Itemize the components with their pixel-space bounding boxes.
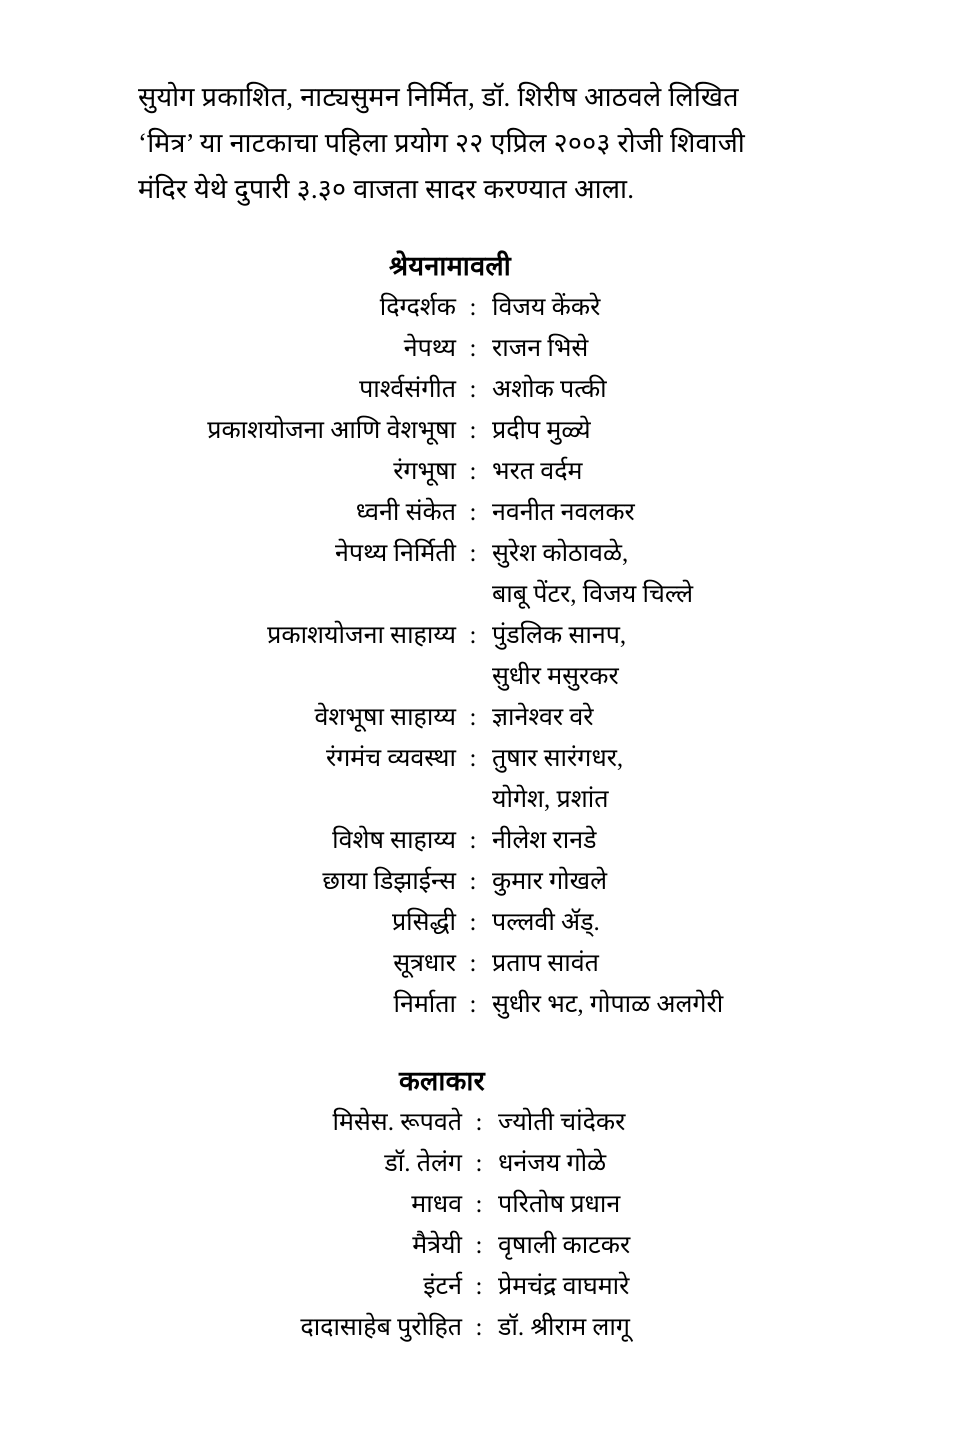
credit-name: सुधीर भट, गोपाळ अलगेरी	[492, 991, 724, 1018]
credit-name: नीलेश रानडे	[492, 827, 597, 854]
credit-role: मिसेस. रूपवते	[332, 1109, 462, 1136]
credit-separator: :	[469, 991, 477, 1018]
credit-name: भरत वर्दम	[492, 458, 583, 485]
credit-separator: :	[475, 1150, 483, 1177]
credit-name: राजन भिसे	[492, 335, 589, 362]
credit-role: वेशभूषा साहाय्य	[314, 704, 456, 731]
credit-separator: :	[469, 622, 477, 649]
credit-row	[100, 287, 860, 328]
credit-row	[100, 1266, 860, 1307]
intro-line-3: मंदिर येथे दुपारी ३.३० वाजता सादर करण्यात आला.	[138, 174, 635, 204]
credit-separator: :	[475, 1314, 483, 1341]
credit-name-line-2: बाबू पेंटर, विजय चिल्ले	[492, 581, 694, 608]
credit-row	[100, 451, 860, 492]
credit-role: प्रकाशयोजना साहाय्य	[267, 622, 456, 649]
credit-name	[480, 533, 693, 615]
credit-row	[100, 861, 860, 902]
intro-line-1: सुयोग प्रकाशित, नाट्यसुमन निर्मित, डॉ. शिरीष आठवले लिखित	[138, 82, 739, 112]
credit-name	[480, 615, 626, 697]
intro-paragraph	[138, 74, 860, 212]
credit-row	[100, 533, 860, 615]
credit-row	[100, 1143, 860, 1184]
credit-row	[100, 410, 860, 451]
credit-role: निर्माता	[393, 991, 456, 1018]
credit-name: धनंजय गोळे	[498, 1150, 607, 1177]
credit-separator: :	[475, 1273, 483, 1300]
crew-credits-list	[100, 287, 860, 1025]
credit-role: रंगमंच व्यवस्था	[325, 745, 456, 772]
credit-row	[100, 902, 860, 943]
cast-credits-list	[100, 1102, 860, 1348]
credit-name: प्रदीप मुळ्ये	[492, 417, 591, 444]
credit-row	[100, 492, 860, 533]
credit-separator: :	[475, 1232, 483, 1259]
credit-role: प्रसिद्धी	[391, 909, 456, 936]
credit-name: अशोक पत्की	[492, 376, 607, 403]
credit-name-line-2: योगेश, प्रशांत	[492, 786, 609, 813]
credit-separator: :	[469, 499, 477, 526]
credit-separator: :	[469, 335, 477, 362]
credit-role: दिग्दर्शक	[379, 294, 456, 321]
credit-separator: :	[469, 417, 477, 444]
credit-role: नेपथ्य निर्मिती	[335, 540, 456, 567]
credit-name-line-1: सुरेश कोठावळे,	[492, 540, 629, 567]
credit-row	[100, 328, 860, 369]
credit-row	[100, 984, 860, 1025]
credit-name: कुमार गोखले	[492, 868, 608, 895]
credit-role: विशेष साहाय्य	[332, 827, 456, 854]
credit-name: वृषाली काटकर	[498, 1232, 631, 1259]
credit-role: पार्श्वसंगीत	[359, 376, 456, 403]
credit-separator: :	[475, 1191, 483, 1218]
credit-row	[100, 943, 860, 984]
credit-row	[100, 1225, 860, 1266]
cast-section-title: कलाकार	[398, 1066, 485, 1096]
credit-role: रंगभूषा	[393, 458, 456, 485]
credit-name: ज्योती चांदेकर	[498, 1109, 626, 1136]
credit-row	[100, 820, 860, 861]
credit-row	[100, 1184, 860, 1225]
credit-name: विजय केंकरे	[492, 294, 601, 321]
credit-name-line-2: सुधीर मसुरकर	[492, 663, 619, 690]
credit-role: प्रकाशयोजना आणि वेशभूषा	[207, 417, 456, 444]
credit-row	[100, 369, 860, 410]
credit-role: माधव	[411, 1191, 462, 1218]
credit-row	[100, 615, 860, 697]
credit-name: पल्लवी ॲड्.	[492, 909, 600, 936]
credit-separator: :	[469, 827, 477, 854]
credit-role: छाया डिझाईन्स	[322, 868, 456, 895]
credit-separator: :	[469, 458, 477, 485]
credit-name	[480, 738, 623, 820]
credit-name-line-1: पुंडलिक सानप,	[492, 622, 627, 649]
credit-name: डॉ. श्रीराम लागू	[498, 1314, 630, 1341]
credit-separator: :	[469, 294, 477, 321]
credit-separator: :	[469, 704, 477, 731]
credit-name: परितोष प्रधान	[498, 1191, 621, 1218]
credit-name: प्रेमचंद्र वाघमारे	[498, 1273, 630, 1300]
credit-separator: :	[469, 909, 477, 936]
credit-name-line-1: तुषार सारंगधर,	[492, 745, 624, 772]
credit-role: मैत्रेयी	[412, 1232, 462, 1259]
credit-row	[100, 1307, 860, 1348]
credit-separator: :	[469, 540, 477, 567]
credit-name: ज्ञानेश्वर वरे	[492, 704, 594, 731]
credit-separator: :	[469, 745, 477, 772]
credit-separator: :	[469, 868, 477, 895]
credit-row	[100, 697, 860, 738]
credit-role: दादासाहेब पुरोहित	[300, 1314, 462, 1341]
credit-name: नवनीत नवलकर	[492, 499, 635, 526]
credit-row	[100, 1102, 860, 1143]
credit-role: नेपथ्य	[403, 335, 456, 362]
intro-line-2: ‘मित्र’ या नाटकाचा पहिला प्रयोग २२ एप्रिल २००३ रोजी शिवाजी	[138, 128, 745, 158]
crew-section-title: श्रेयनामावली	[388, 251, 511, 281]
credit-role: इंटर्न	[423, 1273, 462, 1300]
credit-name: प्रताप सावंत	[492, 950, 599, 977]
credit-role: सूत्रधार	[393, 950, 456, 977]
credit-role: ध्वनी संकेत	[355, 499, 456, 526]
credit-separator: :	[475, 1109, 483, 1136]
credit-separator: :	[469, 376, 477, 403]
credit-row	[100, 738, 860, 820]
credit-separator: :	[469, 950, 477, 977]
credit-role: डॉ. तेलंग	[384, 1150, 462, 1177]
